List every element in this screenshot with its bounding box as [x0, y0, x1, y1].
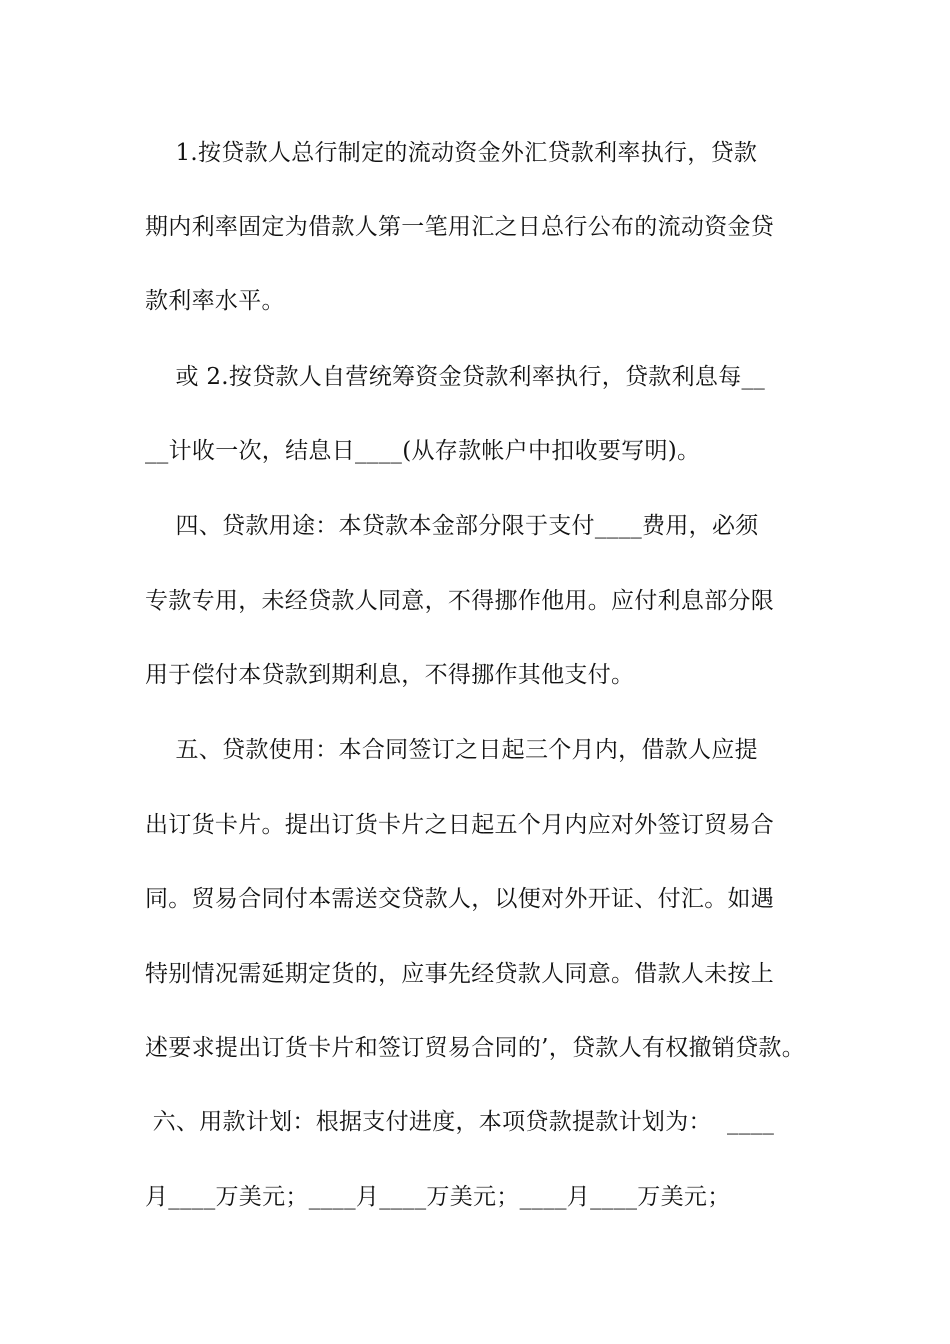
paragraph-line: 用于偿付本贷款到期利息，不得挪作其他支付。	[145, 662, 635, 688]
paragraph-line: __计收一次，结息日____(从存款帐户中扣收要写明)。	[145, 438, 701, 464]
paragraph-line: 五、贷款使用：本合同签订之日起三个月内，借款人应提	[145, 737, 758, 763]
paragraph-line: 专款专用，未经贷款人同意，不得挪作他用。应付利息部分限	[145, 588, 775, 614]
paragraph-line: 述要求提出订货卡片和签订贸易合同的’，贷款人有权撤销贷款。	[145, 1035, 806, 1061]
paragraph-line: 六、用款计划：根据支付进度，本项贷款提款计划为： ____	[145, 1109, 775, 1135]
paragraph-line: 款利率水平。	[145, 288, 285, 314]
paragraph-line: 1.按贷款人总行制定的流动资金外汇贷款利率执行，贷款	[145, 140, 758, 166]
paragraph-line: 期内利率固定为借款人第一笔用汇之日总行公布的流动资金贷	[145, 214, 775, 240]
paragraph-line: 特别情况需延期定货的，应事先经贷款人同意。借款人未按上	[145, 961, 775, 987]
paragraph-line: 同。贸易合同付本需送交贷款人，以便对外开证、付汇。如遇	[145, 886, 775, 912]
paragraph-line: 或 2.按贷款人自营统筹资金贷款利率执行，贷款利息每__	[145, 364, 766, 390]
paragraph-line: 四、贷款用途：本贷款本金部分限于支付____费用，必须	[145, 513, 759, 539]
paragraph-line: 出订货卡片。提出订货卡片之日起五个月内应对外签订贸易合	[145, 812, 775, 838]
paragraph-line: 月____万美元；____月____万美元；____月____万美元；	[145, 1184, 731, 1210]
